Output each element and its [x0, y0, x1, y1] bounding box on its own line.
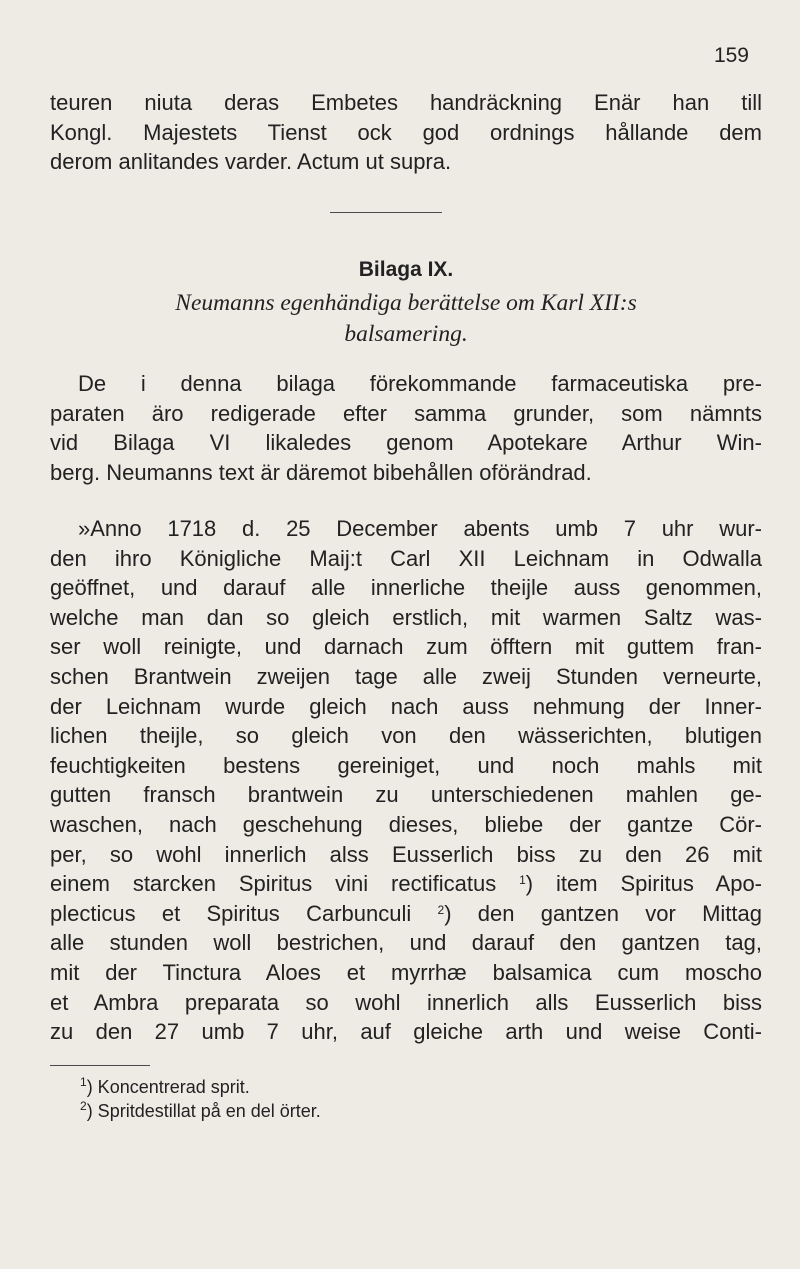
text-line: et Ambra preparata so wohl innerlich alls Eusserlich biss — [50, 989, 762, 1015]
footnote-text: ) Spritdestillat på en del örter. — [86, 1101, 321, 1121]
text-line: »Anno 1718 d. 25 December abents umb 7 uhr wur- — [78, 516, 762, 541]
text-segment: ) item Spiritus Apo- — [525, 871, 763, 897]
text-line: welche man dan so gleich erstlich, mit warmen Saltz was- — [50, 604, 762, 630]
footnote-mark: 2 — [80, 1099, 87, 1113]
footnote-ref-1: 1 — [519, 873, 526, 888]
text-line: De i denna bilaga förekommande farmaceutiska pre- — [78, 371, 762, 396]
section-title-line-1: Neumanns egenhändiga berättelse om Karl XII:s — [175, 290, 637, 316]
text-line: gutten fransch brantwein zu unterschiedenen mahlen ge- — [50, 782, 762, 808]
text-line: alle stunden woll bestrichen, und darauf den gantzen tag, — [50, 930, 762, 956]
footnote-divider — [50, 1065, 150, 1066]
footnote-ref-2: 2 — [437, 902, 445, 917]
text-line: ser woll reinigte, und darnach zum öfftern mit guttem fran- — [50, 634, 762, 660]
text-line: der Leichnam wurde gleich nach auss nehmung der Inner- — [50, 693, 762, 719]
section-label: Bilaga IX. — [358, 258, 454, 281]
text-line: vid Bilaga VI likaledes genom Apotekare Arthur Win- — [50, 430, 762, 456]
section-divider — [330, 212, 442, 213]
page-number: 159 — [713, 44, 749, 67]
quoted-account — [50, 514, 762, 1047]
text-line-with-footnote-ref — [50, 899, 762, 929]
text-line: lichen theijle, so gleich von den wässerichten, blutigen — [50, 723, 762, 749]
section-title-line-2: balsamering. — [344, 321, 468, 347]
text-line: feuchtigkeiten bestens gereiniget, und noch mahls mit — [50, 752, 762, 778]
footnote-text: ) Koncentrerad sprit. — [86, 1077, 250, 1097]
text-line: waschen, nach geschehung dieses, bliebe der gantze Cör- — [50, 811, 762, 837]
text-line: geöffnet, und darauf alle innerliche theijle auss genommen, — [50, 575, 762, 601]
text-line: mit der Tinctura Aloes et myrrhæ balsamica cum moscho — [50, 959, 762, 985]
opening-paragraph — [50, 88, 762, 177]
text-segment: plecticus et Spiritus Carbunculi — [50, 900, 438, 926]
text-line: per, so wohl innerlich alss Eusserlich biss zu den 26 mit — [50, 841, 762, 867]
intro-paragraph — [50, 369, 762, 487]
text-line: den ihro Königliche Maij:t Carl XII Leichnam in Odwalla — [50, 545, 762, 571]
text-line: schen Brantwein zweijen tage alle zweij Stunden verneurte, — [50, 663, 762, 689]
text-segment: ) den gantzen vor Mittag — [444, 900, 762, 926]
text-line: paraten äro redigerade efter samma grunder, som nämnts — [50, 400, 762, 426]
text-line: derom anlitandes varder. Actum ut supra. — [50, 149, 452, 175]
footnote-1 — [80, 1075, 250, 1099]
text-line: Kongl. Majestets Tienst ock god ordnings hållande dem — [50, 119, 762, 145]
text-line: teuren niuta deras Embetes handräckning Enär han till — [50, 90, 762, 115]
text-line-with-footnote-ref — [50, 869, 762, 899]
text-segment: einem starcken Spiritus vini rectificatus — [50, 871, 520, 897]
text-line: berg. Neumanns text är däremot bibehållen oförändrad. — [50, 459, 592, 485]
text-line: zu den 27 umb 7 uhr, auf gleiche arth und weise Conti- — [50, 1019, 762, 1045]
footnote-2 — [80, 1099, 321, 1123]
footnote-mark: 1 — [80, 1075, 87, 1089]
